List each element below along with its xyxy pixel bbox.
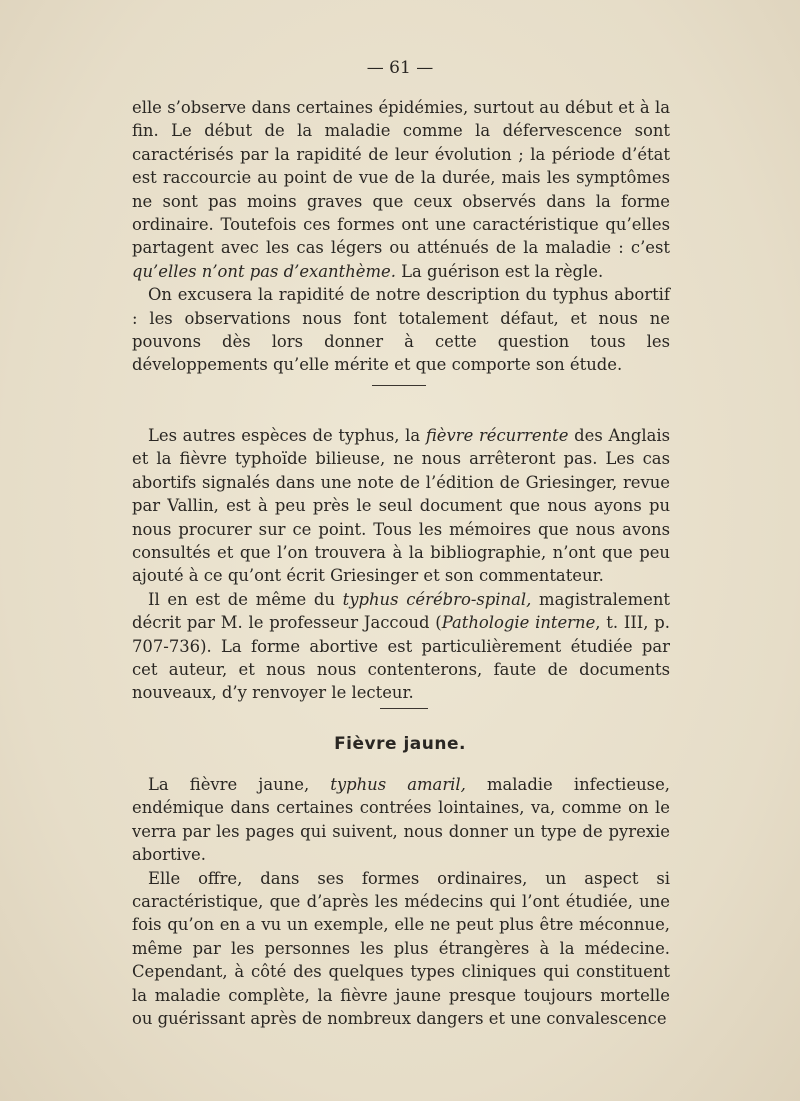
paragraph-1: elle s’observe dans certaines épidémies, surtout au début et à la fin. Le début de la maladie comme la défervescence sont caractérisés par la rapidité de leur évolution ; la période d’état est raccourcie au point de vue de la durée, mais les symptômes ne sont pas moins graves que ceux observés dans la forme ordinaire. Toutefois ces formes ont une caractéristique qu’elles partagent avec les cas légers ou atténués de la maladie : c’est qu’elles n’ont pas d’exanthème. La guérison est la règle. (132, 98, 670, 281)
page-number: — 61 — (366, 58, 434, 78)
section-divider-2 (380, 708, 428, 709)
paragraph-6: Elle offre, dans ses formes ordinaires, un aspect si caractéristique, que d’après les médecins qui l’ont étudiée, une fois qu’on en a vu un exemple, elle ne peut plus être méconnue, même par les personnes les plus étrangères à la médecine. Cependant, à côté des quelques types cliniques qui constituent la maladie complète, la fièvre jaune presque toujours mortelle ou guérissant après de nombreux dangers et une convalescence (132, 868, 670, 1029)
paragraph-2: On excusera la rapidité de notre description du typhus abortif : les observations nous font totalement défaut, et nous ne pouvons dès lors donner à cette question tous les développements qu’elle mérite et que comporte son étude. (132, 285, 670, 375)
text-block-3 (132, 773, 670, 1030)
paragraph-3: Les autres espèces de typhus, la fièvre récurrente des Anglais et la fièvre typhoïde bilieuse, ne nous arrêteront pas. Les cas abortifs signalés dans une note de l’édition de Griesinger, revue par Vallin, est à peu près le seul document que nous ayons pu nous procurer sur ce point. Tous les mémoires que nous avons consultés et que l’on trouvera à la bibliographie, n’ont que peu ajouté à ce qu’ont écrit Griesinger et son commentateur. (132, 426, 670, 586)
paragraph-5: La fièvre jaune, typhus amaril, maladie infectieuse, endémique dans certaines contrées lointaines, va, comme on le verra par les pages qui suivent, nous donner un type de pyrexie abortive. (132, 775, 670, 865)
text-block-2 (132, 424, 670, 705)
text-block-1 (132, 96, 670, 377)
section-heading: Fièvre jaune. (334, 734, 466, 754)
section-divider-1 (372, 385, 426, 386)
paragraph-4: Il en est de même du typhus cérébro-spinal, magistralement décrit par M. le professeur Jaccoud (Pathologie interne, t. III, p. 707-736). La forme abortive est particulièrement étudiée par cet auteur, et nous nous contenterons, faute de documents nouveaux, d’y renvoyer le lecteur. (132, 589, 671, 703)
